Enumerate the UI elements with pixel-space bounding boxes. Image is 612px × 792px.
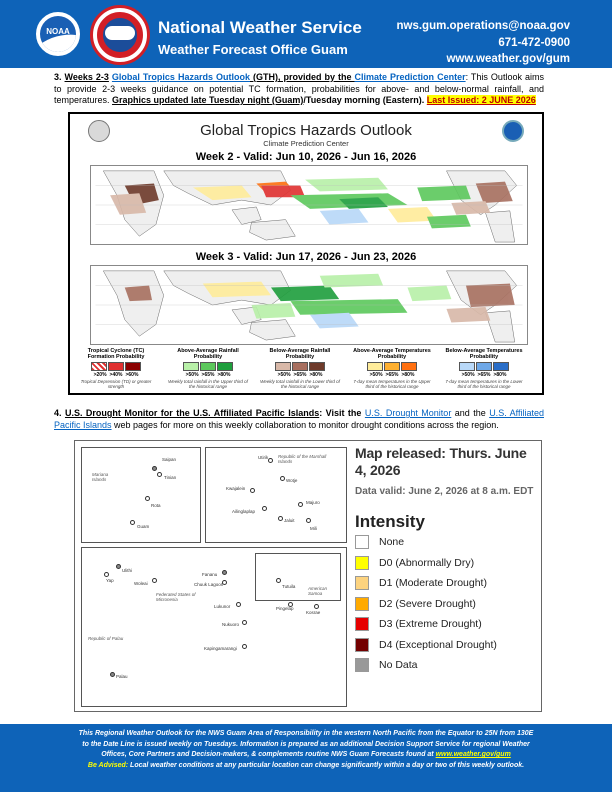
legend-swatch [275,362,291,371]
nws-logo[interactable] [90,5,150,65]
advisory-label: Be Advised: [87,761,129,769]
legend-swatch [459,362,475,371]
island-marker [222,570,227,575]
noaa-logo-text: NOAA [46,27,70,36]
marshall-map: Republic of the Marshall Islands Utirik Wotje Kwajalein Ailinglaplap Majuro Jaluit Mili [205,447,347,543]
org-title: National Weather Service [158,18,362,37]
section-4-text: 4. U.S. Drought Monitor for the U.S. Affiliated Pacific Islands: Visit the U.S. Drought Monitor and the U.S. Affiliated Pacific Islands web pages for more on this weekly collaboration to monitor drought conditions across the region. [54,408,544,430]
intensity-swatch [355,535,369,549]
island-marker [280,476,285,481]
legend-swatch [125,362,141,371]
legend-swatch [309,362,325,371]
island-marker [130,520,135,525]
legend-swatch [91,362,107,371]
legend-swatch [292,362,308,371]
legend-swatch [493,362,509,371]
office-title: Weather Forecast Office Guam [158,42,348,57]
contact-phone: 671-472-0900 [498,37,570,49]
footer-website-link[interactable]: www.weather.gov/gum [435,751,511,758]
intensity-item: D3 (Extreme Drought) [355,614,541,635]
island-marker [110,672,115,677]
intensity-swatch [355,556,369,570]
legend-tc: Tropical Cyclone (TC) Formation Probability >20% >40% >60% Tropical Depression (TD) or greater strength [80,348,152,389]
legend-below-temp: Below-Average Temperatures Probability >50% >65% >80% 7-day mean temperatures in the Lower third of the historical range [445,348,523,389]
map-released-date: Map released: Thurs. June 4, 2026 [355,445,527,478]
week2-map [90,165,528,245]
island-marker [157,472,162,477]
intensity-item: D4 (Exceptional Drought) [355,635,541,656]
legend-above-rain: Above-Average Rainfall Probability >50% >65% >80% Weekly total rainfall in the Upper third of the historical range [168,348,248,389]
island-marker [278,516,283,521]
intensity-swatch [355,638,369,652]
legend-above-temp: Above-Average Temperatures Probability >50% >65% >80% 7-day mean temperatures in the Upper third of the historical range [353,348,431,389]
intensity-item: D0 (Abnormally Dry) [355,553,541,574]
intensity-swatch [355,597,369,611]
intensity-item: D2 (Severe Drought) [355,594,541,615]
gth-outlook-graphic [68,112,544,395]
legend-swatch [183,362,199,371]
drought-info-panel [355,443,541,676]
last-issued-badge: Last Issued: 2 JUNE 2026 [426,95,536,105]
island-marker [152,466,157,471]
week2-label: Week 2 - Valid: Jun 10, 2026 - Jun 16, 2026 [195,151,417,163]
gth-link[interactable]: Global Tropics Hazards Outlook [111,72,250,82]
drought-heading: U.S. Drought Monitor for the U.S. Affiliated Pacific Islands [64,408,320,418]
island-marker [268,458,273,463]
drought-monitor-graphic [74,440,542,712]
gth-title: Global Tropics Hazards Outlook [200,122,412,139]
intensity-item: No Data [355,655,541,676]
legend-swatch [108,362,124,371]
contact-email[interactable]: nws.gum.operations@noaa.gov [396,20,570,32]
island-marker [152,578,157,583]
intensity-swatch [355,658,369,672]
week3-label: Week 3 - Valid: Jun 17, 2026 - Jun 23, 2026 [195,251,417,263]
data-valid-date: Data valid: June 2, 2026 at 8 a.m. EDT [355,486,534,497]
website-link[interactable]: www.weather.gov/gum [446,53,570,65]
island-marker [276,578,281,583]
legend-swatch [217,362,233,371]
pacific-islands-link[interactable]: U.S. Affiliated Pacific Islands [54,408,544,430]
footer-banner: This Regional Weather Outlook for the NWS Guam Area of Responsibility in the western North Pacific from the Equator to 25N from 130E to the Date Line is issued weekly on Tuesdays. Information is prepared as an additional Decision Support Service for regional Weather Offices, Core Partners and Decision-makers, & complements routine NWS Guam Forecasts found at www.weather.gov/gum Be Advised: Local weather conditions at any particular location can change significantly within a day or two of this weekly outlook. [0,724,612,792]
island-marker [116,564,121,569]
legend-swatch [367,362,383,371]
intensity-item: None [355,532,541,553]
legend-below-rain: Below-Average Rainfall Probability >50% >65% >80% Weekly total rainfall in the Lower third of the historical range [260,348,340,389]
week3-map [90,265,528,345]
header-banner [0,0,612,68]
noaa-logo[interactable] [36,12,80,56]
island-marker [242,644,247,649]
cloud-icon [105,26,135,40]
section-3-text: 3. Weeks 2-3 Global Tropics Hazards Outlook (GTH), provided by the Climate Prediction Center: This Outlook aims to provide 2-3 weeks guidance on potential TC formation, probabilities for above- and below-normal rainfall, and temperatures. Graphics updated late Tuesday night (Guam)/Tuesday morning (Eastern). Last Issued: 2 JUNE 2026 [54,72,544,105]
intensity-swatch [355,617,369,631]
legend-swatch [384,362,400,371]
legend-swatch [476,362,492,371]
island-marker [314,604,319,609]
legend-swatch [401,362,417,371]
marianas-map: Mariana Islands Saipan Tinian Rota Guam [81,447,201,543]
samoa-inset-map: Tutuila American Samoa [255,553,341,601]
island-marker [250,488,255,493]
drought-monitor-link[interactable]: U.S. Drought Monitor [364,408,452,418]
intensity-legend [355,532,541,676]
intensity-swatch [355,576,369,590]
fsm-palau-map: Ulithi Yap Woleai Fananu Chuuk Lagoon Lukunor Nukuoro Kapingamarangi Pingelap Kosrae Federated States of Micronesia Republic of Palau Palau [81,547,347,707]
island-marker [242,620,247,625]
island-marker [306,518,311,523]
island-marker [236,602,241,607]
island-marker [145,496,150,501]
island-marker [104,572,109,577]
legend-swatch [200,362,216,371]
cpc-link[interactable]: Climate Prediction Center [354,72,466,82]
gth-subtitle: Climate Prediction Center [263,139,349,148]
intensity-title: Intensity [355,512,425,531]
intensity-item: D1 (Moderate Drought) [355,573,541,594]
weeks-heading: Weeks 2-3 [64,72,109,82]
island-marker [262,506,267,511]
island-marker [298,502,303,507]
